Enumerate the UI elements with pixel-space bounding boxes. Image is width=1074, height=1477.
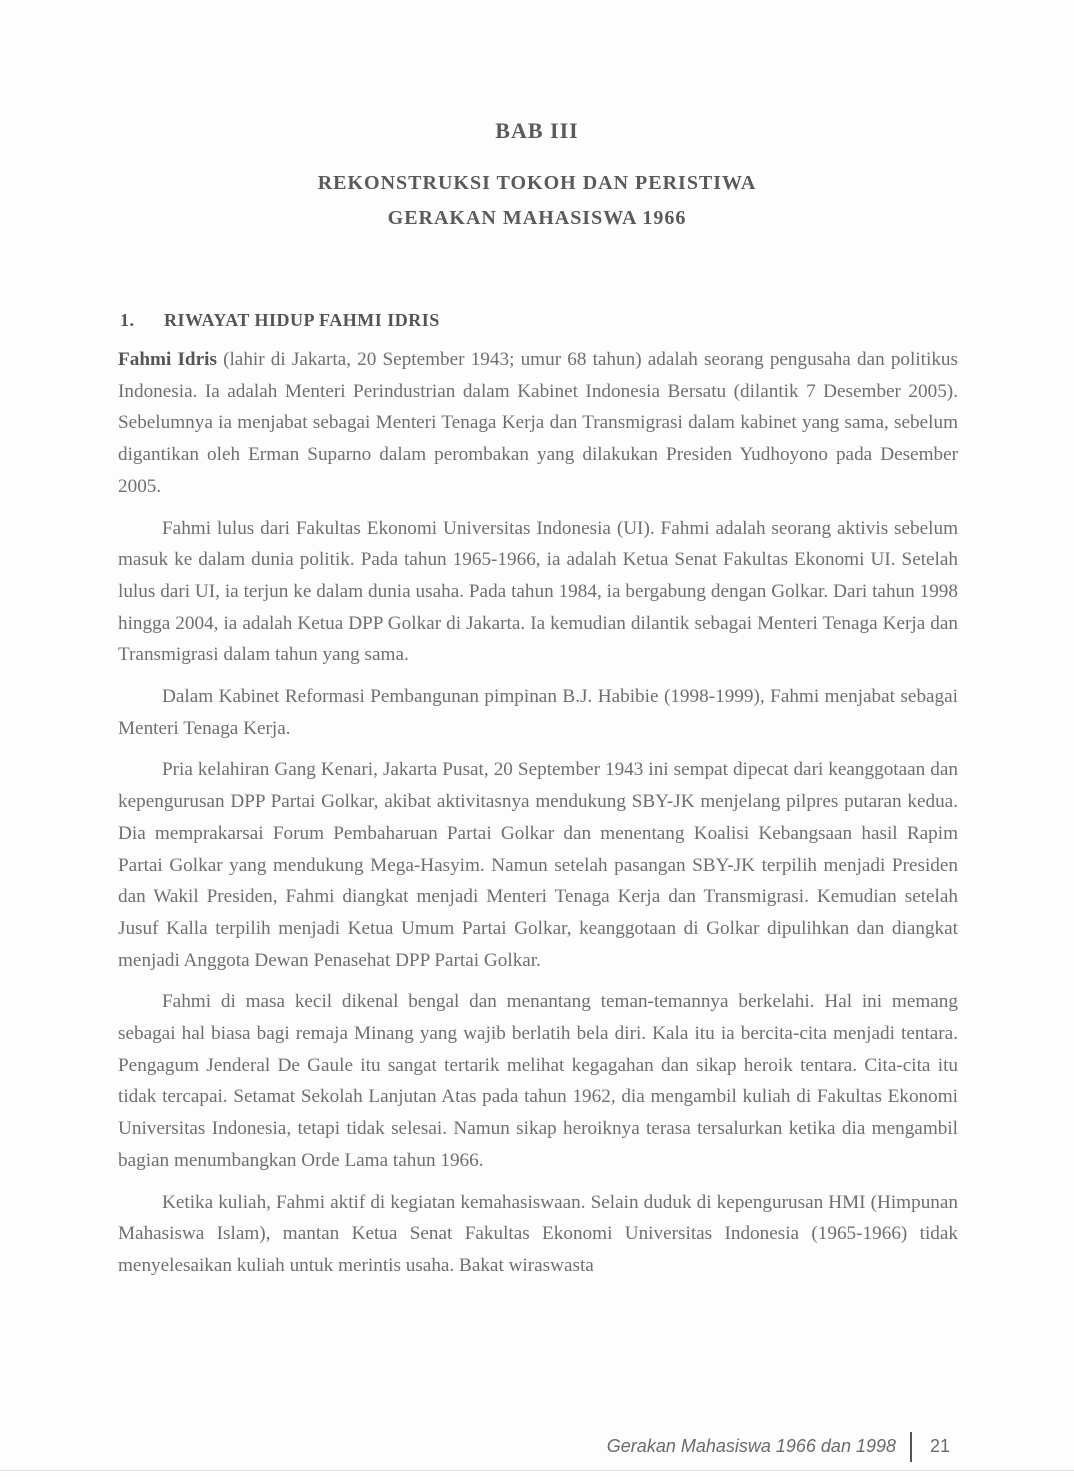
page-footer xyxy=(0,1432,1074,1462)
paragraph-1-lead-name: Fahmi Idris xyxy=(118,349,217,370)
chapter-title-line-2: GERAKAN MAHASISWA 1966 xyxy=(387,207,687,229)
body-text xyxy=(118,344,958,1292)
paragraph-6: Ketika kuliah, Fahmi aktif di kegiatan kemahasiswaan. Selain duduk di kepengurusan HMI (Himpunan Mahasiswa Islam), mantan Ketua Senat Fakultas Ekonomi Universitas Indonesia (1965-1966) tidak menyelesaikan kuliah untuk merintis usaha. Bakat wiraswasta xyxy=(118,1191,958,1276)
section-number: 1. xyxy=(120,310,135,330)
footer-book-title: Gerakan Mahasiswa 1966 dan 1998 xyxy=(606,1436,896,1456)
chapter-number: BAB III xyxy=(495,118,579,143)
paragraph-3: Dalam Kabinet Reformasi Pembangunan pimpinan B.J. Habibie (1998-1999), Fahmi menjabat sebagai Menteri Tenaga Kerja. xyxy=(118,686,958,739)
section-title: RIWAYAT HIDUP FAHMI IDRIS xyxy=(164,310,440,330)
footer-divider xyxy=(910,1432,912,1462)
paragraph-4: Pria kelahiran Gang Kenari, Jakarta Pusat, 20 September 1943 ini sempat dipecat dari keanggotaan dan kepengurusan DPP Partai Golkar, akibat aktivitasnya mendukung SBY-JK menjelang pilpres putaran kedua. Dia memprakarsai Forum Pembaharuan Partai Golkar dan menentang Koalisi Kebangsaan hasil Rapim Partai Golkar yang mendukung Mega-Hasyim. Namun setelah pasangan SBY-JK terpilih menjadi Presiden dan Wakil Presiden, Fahmi diangkat menjadi Menteri Tenaga Kerja dan Transmigrasi. Kemudian setelah Jusuf Kalla terpilih menjadi Ketua Umum Partai Golkar, keanggotaan di Golkar dipulihkan dan diangkat menjadi Anggota Dewan Penasehat DPP Partai Golkar. xyxy=(118,759,958,971)
paragraph-1 xyxy=(118,344,958,503)
paragraph-2: Fahmi lulus dari Fakultas Ekonomi Universitas Indonesia (UI). Fahmi adalah seorang aktivis sebelum masuk ke dalam dunia politik. Pada tahun 1965-1966, ia adalah Ketua Senat Fakultas Ekonomi UI. Setelah lulus dari UI, ia terjun ke dalam dunia usaha. Pada tahun 1984, ia bergabung dengan Golkar. Dari tahun 1998 hingga 2004, ia adalah Ketua DPP Golkar di Jakarta. Ia kemudian dilantik sebagai Menteri Tenaga Kerja dan Transmigrasi dalam tahun yang sama. xyxy=(118,517,958,666)
paragraph-1-text: (lahir di Jakarta, 20 September 1943; umur 68 tahun) adalah seorang pengusaha dan politikus Indonesia. Ia adalah Menteri Perindustrian dalam Kabinet Indonesia Bersatu (dilantik 7 Desember 2005). Sebelumnya ia menjabat sebagai Menteri Tenaga Kerja dan Transmigrasi dalam kabinet yang sama, sebelum digantikan oleh Erman Suparno dalam perombakan yang dilakukan Presiden Yudhoyono pada Desember 2005. xyxy=(118,349,958,497)
bottom-rule xyxy=(0,1470,1074,1471)
page-number: 21 xyxy=(930,1436,951,1456)
paragraph-5: Fahmi di masa kecil dikenal bengal dan menantang teman-temannya berkelahi. Hal ini memang sebagai hal biasa bagi remaja Minang yang wajib berlatih bela diri. Kala itu ia bercita-cita menjadi tentara. Pengagum Jenderal De Gaule itu sangat tertarik melihat kegagahan dan sikap heroik tentara. Cita-cita itu tidak tercapai. Setamat Sekolah Lanjutan Atas pada tahun 1962, dia mengambil kuliah di Fakultas Ekonomi Universitas Indonesia, tetapi tidak selesai. Namun sikap heroiknya terasa tersalurkan ketika dia mengambil bagian menumbangkan Orde Lama tahun 1966. xyxy=(118,991,958,1171)
chapter-title-line-1: REKONSTRUKSI TOKOH DAN PERISTIWA xyxy=(317,172,757,194)
section-heading xyxy=(120,310,440,331)
